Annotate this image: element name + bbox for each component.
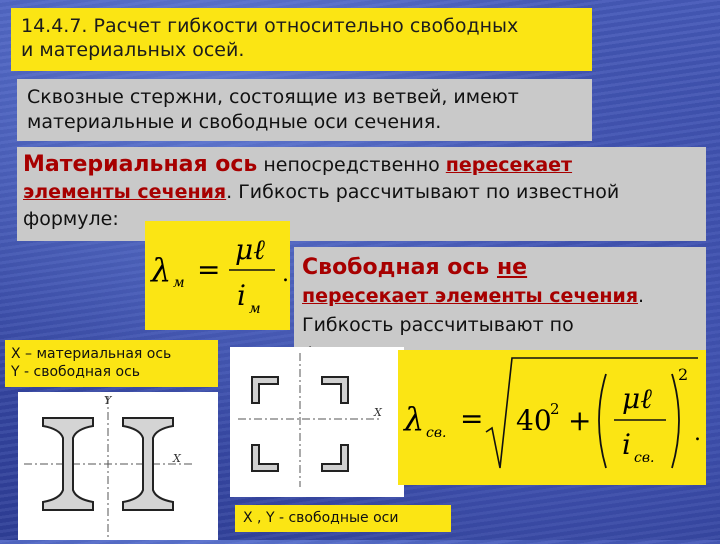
axes-note <box>5 340 218 387</box>
formula-free-svg <box>398 350 706 485</box>
angle-svg <box>230 347 404 497</box>
free-axes-caption: X , Y - свободные оси <box>235 505 451 532</box>
radius-i: i <box>237 279 246 312</box>
angle-bottom-left <box>252 445 278 471</box>
plus-sign: + <box>568 404 592 437</box>
intro-line-2: материальные и свободные оси сечения. <box>27 111 442 133</box>
formula-material-svg <box>145 221 290 330</box>
i-beam-section-figure <box>18 392 218 540</box>
intro-line-1: Сквозные стержни, состоящие из ветвей, имеют <box>27 86 519 108</box>
free-tail-1: . <box>638 285 645 307</box>
right-i-beam-shape <box>123 418 173 510</box>
material-axis-term: Материальная ось <box>23 152 258 177</box>
formula-material <box>145 221 290 330</box>
formula2-dot: . <box>694 421 701 446</box>
axis-note-y: Y - свободная ось <box>11 364 141 380</box>
free-axis-negation: не <box>496 255 528 280</box>
left-paren <box>599 374 606 468</box>
formula-free <box>398 350 706 485</box>
intro-box <box>17 79 592 141</box>
radius-subscript: м <box>249 301 261 317</box>
radius2-i: i <box>622 428 631 461</box>
power-2: 2 <box>678 365 689 384</box>
right-paren <box>672 374 679 468</box>
free-axis-term: Свободная ось <box>302 255 497 280</box>
lambda-symbol: λ <box>151 251 172 289</box>
angle-bottom-right <box>322 445 348 471</box>
fig1-axis-x-label: X <box>173 452 181 465</box>
angle-top-right <box>322 377 348 403</box>
lambda-subscript: м <box>173 275 185 291</box>
lambda2-subscript: св. <box>426 425 447 441</box>
free-verb: пересекает <box>302 285 429 307</box>
base-40: 40 <box>516 404 552 437</box>
title-line-1: 14.4.7. Расчет гибкости относительно свободных <box>21 15 519 37</box>
material-axis-definition <box>17 147 706 241</box>
material-rest-1: . Гибкость рассчитывают по известной <box>226 181 620 203</box>
equals-sign: = <box>197 253 221 286</box>
fig2-axis-x-label: X <box>374 406 382 419</box>
material-elements: элементы сечения <box>23 181 227 203</box>
radius2-subscript: св. <box>634 450 655 466</box>
angle-top-left <box>252 377 278 403</box>
formula-dot: . <box>282 262 289 287</box>
free-line-3: Гибкость рассчитывают по <box>302 314 574 336</box>
lambda2-symbol: λ <box>404 400 425 438</box>
slide-title <box>11 8 592 71</box>
axis-note-x: X – материальная ось <box>11 346 172 362</box>
equals2-sign: = <box>460 402 484 435</box>
free-elements: элементы сечения <box>428 285 639 307</box>
mu2-l: μℓ <box>622 382 652 415</box>
left-i-beam-shape <box>43 418 93 510</box>
i-beam-svg <box>18 392 218 540</box>
fig1-axis-y-label: Y <box>104 394 112 407</box>
material-verb: пересекает <box>445 154 573 176</box>
material-rest-2: формуле: <box>23 208 119 230</box>
title-line-2: и материальных осей. <box>21 39 245 61</box>
mu-l: μℓ <box>235 233 265 266</box>
base-exponent: 2 <box>550 400 560 418</box>
angle-section-figure <box>230 347 404 497</box>
material-mid-text: непосредственно <box>257 154 446 176</box>
